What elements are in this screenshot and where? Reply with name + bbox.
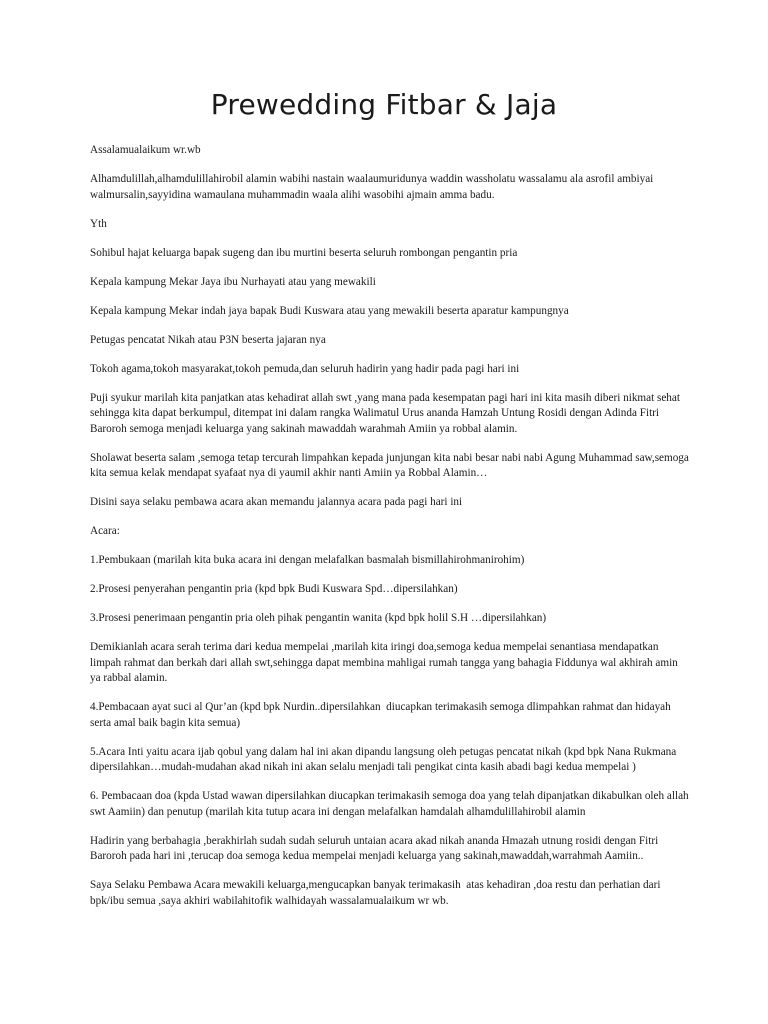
paragraph: Acara:: [90, 525, 120, 537]
paragraph: Assalamualaikum wr.wb: [90, 144, 201, 156]
paragraph: Hadirin yang berbahagia ,berakhirlah sudah sudah seluruh untaian acara akad nikah ananda Hmazah utnung rosidi dengan Fitri Baroroh pada hari ini ,terucap doa semoga kedua mempelai menjadi keluarga yang sakinah,mawaddah,warrahmah Aamiin..: [90, 834, 661, 862]
paragraph: Puji syukur marilah kita panjatkan atas kehadirat allah swt ,yang mana pada kesempatan pagi hari ini kita masih diberi nikmat sehat sehingga kita dapat berkumpul, ditempat ini dalam rangka Walimatul Urus ananda Hamzah Untung Rosidi dengan Adinda Fitri Baroroh semoga menjadi keluarga yang sakinah mawaddah warahmah Amiin ya robbal alamin.: [90, 391, 683, 435]
paragraph: Demikianlah acara serah terima dari kedua mempelai ,marilah kita iringi doa,semoga kedua mempelai senantiasa mendapatkan limpah rahmat dan berkah dari allah swt,sehingga dapat membina mahligai rumah tangga yang bahagia Fiddunya wal akhirah amin ya rabbal alamin.: [90, 641, 681, 684]
paragraph: 4.Pembacaan ayat suci al Qur’an (kpd bpk Nurdin..dipersilahkan diucapkan terimakasih semoga dlimpahkan rahmat dan hidayah serta amal baik bagin kita semua): [90, 701, 674, 729]
paragraph: 5.Acara Inti yaitu acara ijab qobul yang dalam hal ini akan dipandu langsung oleh petugas pencatat nikah (kpd bpk Nana Rukmana dipersilahkan…mudah-mudahan akad nikah ini akan selalu menjadi tali pengikat cinta kasih abadi bagi kedua mempelai ): [90, 745, 680, 773]
paragraph: 2.Prosesi penyerahan pengantin pria (kpd bpk Budi Kuswara Spd…dipersilahkan): [90, 583, 458, 595]
paragraph: 6. Pembacaan doa (kpda Ustad wawan dipersilahkan diucapkan terimakasih semoga doa yang telah dipanjatkan dikabulkan oleh allah swt Aamiin) dan penutup (marilah kita tutup acara ini dengan melafalkan hamdalah alhamdulillahirobil alamin: [90, 790, 692, 818]
paragraph: Tokoh agama,tokoh masyarakat,tokoh pemuda,dan seluruh hadirin yang hadir pada pagi hari ini: [90, 362, 520, 375]
paragraph: 3.Prosesi penerimaan pengantin pria oleh pihak pengantin wanita (kpd bpk holil S.H …dipersilahkan): [90, 612, 547, 624]
paragraph: Kepala kampung Mekar Jaya ibu Nurhayati atau yang mewakili: [90, 275, 376, 288]
paragraph: Alhamdulillah,alhamdulillahirobil alamin wabihi nastain waalaumuridunya waddin wassholatu wassalamu ala asrofil ambiyai walmursalin,sayyidina wamaulana muhammadin waala alihi wasobihi ajmain amma badu.: [90, 173, 657, 201]
paragraph: Sohibul hajat keluarga bapak sugeng dan ibu murtini beserta seluruh rombongan pengantin pria: [90, 246, 518, 259]
paragraph: Disini saya selaku pembawa acara akan memandu jalannya acara pada pagi hari ini: [90, 496, 463, 508]
paragraph: Saya Selaku Pembawa Acara mewakili keluarga,mengucapkan banyak terimakasih atas kehadiran ,doa restu dan perhatian dari bpk/ibu semua ,saya akhiri wabilahitofik walhidayah wassalamualaikum wr wb.: [90, 879, 664, 907]
paragraph: Petugas pencatat Nikah atau P3N beserta jajaran nya: [90, 333, 326, 346]
document-body: [90, 143, 690, 923]
paragraph: Sholawat beserta salam ,semoga tetap tercurah limpahkan kepada junjungan kita nabi besar nabi nabi Agung Muhammad saw,semoga kita semua kelak mendapat syafaat nya di yaumil akhir nanti Amiin ya Robbal Alamin…: [90, 451, 692, 479]
document-title: Prewedding Fitbar & Jaja: [210, 88, 558, 121]
paragraph: 1.Pembukaan (marilah kita buka acara ini dengan melafalkan basmalah bismillahirohmanirohim): [90, 554, 525, 566]
paragraph: Kepala kampung Mekar indah jaya bapak Budi Kuswara atau yang mewakili beserta aparatur kampungnya: [90, 304, 569, 317]
paragraph: Yth: [90, 217, 107, 230]
